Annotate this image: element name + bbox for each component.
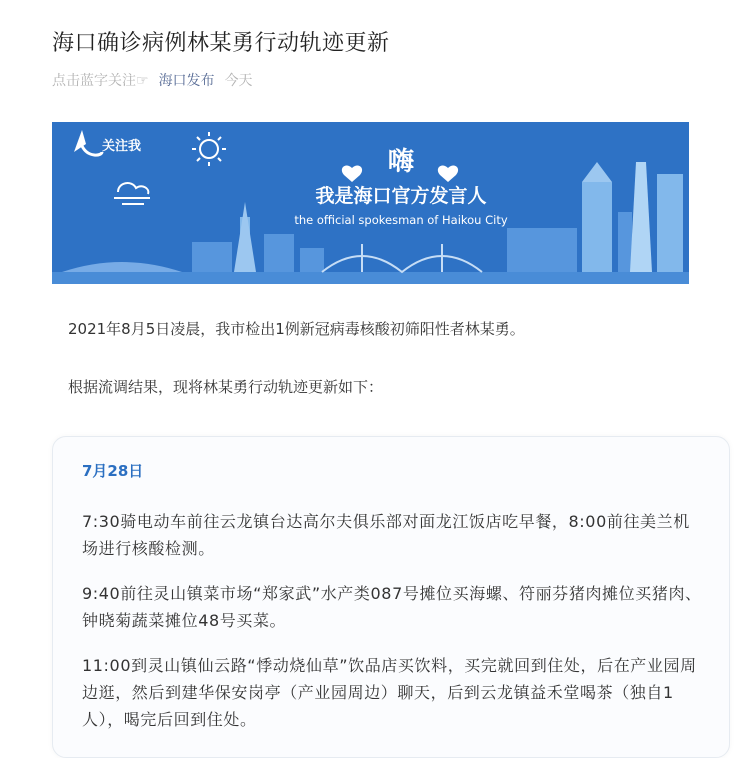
header-banner (52, 122, 689, 284)
publish-time: 今天 (224, 73, 253, 89)
lead-paragraph: 根据流调结果，现将林某勇行动轨迹更新如下： (68, 378, 384, 396)
article-meta (52, 70, 253, 90)
banner-slogan: 我是海口官方发言人 (315, 185, 487, 207)
banner-slogan-en: the official spokesman of Haikou City (294, 213, 508, 227)
follow-hint[interactable]: 点击蓝字关注☞ (52, 73, 149, 89)
intro-paragraph: 2021年8月5日凌晨，我市检出1例新冠病毒核酸初筛阳性者林某勇。 (68, 320, 525, 338)
timeline-date: 7月28日 (82, 462, 144, 480)
timeline-entry: 11:00到灵山镇仙云路“悸动烧仙草”饮品店买饮料，买完就回到住处，后在产业园周边逛，然后到建华保安岗亭（产业园周边）聊天，后到云龙镇益禾堂喝茶（独自1人），喝完后回到住处。 (82, 656, 697, 729)
account-name-link[interactable]: 海口发布 (158, 73, 215, 89)
banner-hi: 嗨 (387, 147, 415, 177)
timeline-entry: 7:30骑电动车前往云龙镇台达高尔夫俱乐部对面龙江饭店吃早餐，8:00前往美兰机场进行核酸检测。 (82, 512, 690, 558)
timeline-entry: 9:40前往灵山镇菜市场“郑家武”水产类087号摊位买海螺、符丽芬猪肉摊位买猪肉、钟晓菊蔬菜摊位48号买菜。 (82, 584, 702, 630)
article-title: 海口确诊病例林某勇行动轨迹更新 (52, 31, 390, 56)
banner-follow-label: 关注我 (102, 139, 142, 154)
